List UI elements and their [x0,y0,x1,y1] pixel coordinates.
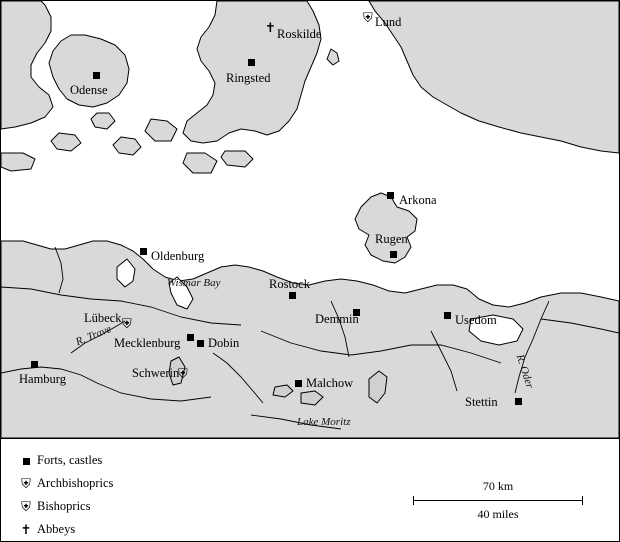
fort-square-icon [93,72,100,79]
marker-roskilde[interactable] [265,23,276,34]
marker-arkona[interactable] [387,192,394,199]
fort-square-icon [289,292,296,299]
place-label-lund: Lund [375,15,402,29]
legend-item-forts [15,451,102,469]
marker-odense[interactable] [93,72,100,79]
water-label-lake-moritz [297,416,351,428]
place-label-stettin: Stettin [465,395,498,409]
scale-label-km: 70 km [482,479,514,493]
place-label-demmin: Demmin [315,312,359,326]
river-label-oder: R. Oder [513,353,536,390]
place-label-malchow: Malchow [306,376,354,390]
fort-square-icon [31,361,38,368]
fort-square-icon [387,192,394,199]
river-label-trave: R. Trave [74,323,114,349]
fort-square-icon [187,334,194,341]
fort-square-icon [515,398,522,405]
scale-label-miles: 40 miles [477,507,519,521]
marker-lubeck[interactable] [122,319,132,330]
place-label-oldenburg: Oldenburg [151,249,205,263]
legend-label-bishoprics: Bishoprics [37,498,91,513]
marker-oldenburg[interactable] [140,248,147,255]
place-label-mecklenburg: Mecklenburg [114,336,181,350]
legend-label-abbeys: Abbeys [37,521,76,536]
fort-square-icon [248,59,255,66]
marker-stettin[interactable] [515,398,522,405]
fort-square-icon [15,454,37,467]
water-label-wismar-bay [167,277,221,289]
abbey-cross-icon: ✝ [20,521,32,537]
fort-square-icon [197,340,204,347]
place-label-arkona: Arkona [399,193,437,207]
place-label-schwerin: Schwerin [132,366,180,380]
bishopric-icon: ⛨ [178,367,188,382]
legend-item-archbishoprics [15,474,113,492]
water-label-lake-moritz-text: Lake Moritz [297,416,351,428]
place-label-ringsted: Ringsted [226,71,271,85]
scale-bar [413,479,583,522]
marker-ringsted[interactable] [248,59,255,66]
fort-square-icon [295,380,302,387]
legend-item-bishoprics [15,497,90,515]
marker-rostock[interactable] [289,292,296,299]
marker-schwerin[interactable] [178,369,188,380]
place-label-odense: Odense [70,83,108,97]
place-label-rostock: Rostock [269,277,310,291]
bishopric-icon: ⛨ [21,498,31,514]
water-label-wismar-bay-text: Wismar Bay [167,277,221,289]
legend-label-archbishoprics: Archbishoprics [37,475,114,490]
map-legend [1,438,619,541]
fort-square-icon [390,251,397,258]
scale-bar-graphic [413,496,583,505]
marker-rugen[interactable] [390,251,397,258]
place-label-roskilde: Roskilde [277,27,322,41]
marker-hamburg[interactable] [31,361,38,368]
archbishopric-icon: ⛨ [363,11,373,26]
map-canvas [1,1,619,438]
place-label-rugen: Rugen [375,232,408,246]
archbishopric-icon: ⛨ [21,475,31,491]
legend-label-forts: Forts, castles [37,452,103,467]
marker-malchow[interactable] [295,380,302,387]
fort-square-icon [140,248,147,255]
legend-item-abbeys [15,520,75,538]
marker-usedom[interactable] [444,312,451,319]
bishopric-icon: ⛨ [122,317,132,332]
place-label-usedom: Usedom [455,313,497,327]
place-label-lubeck: Lübeck [84,311,122,325]
marker-mecklenburg[interactable] [187,334,194,341]
place-label-dobin: Dobin [208,336,240,350]
abbey-cross-icon: ✝ [265,21,276,36]
marker-lund[interactable] [363,13,373,24]
place-label-hamburg: Hamburg [19,372,66,386]
fort-square-icon [444,312,451,319]
marker-dobin[interactable] [197,340,204,347]
